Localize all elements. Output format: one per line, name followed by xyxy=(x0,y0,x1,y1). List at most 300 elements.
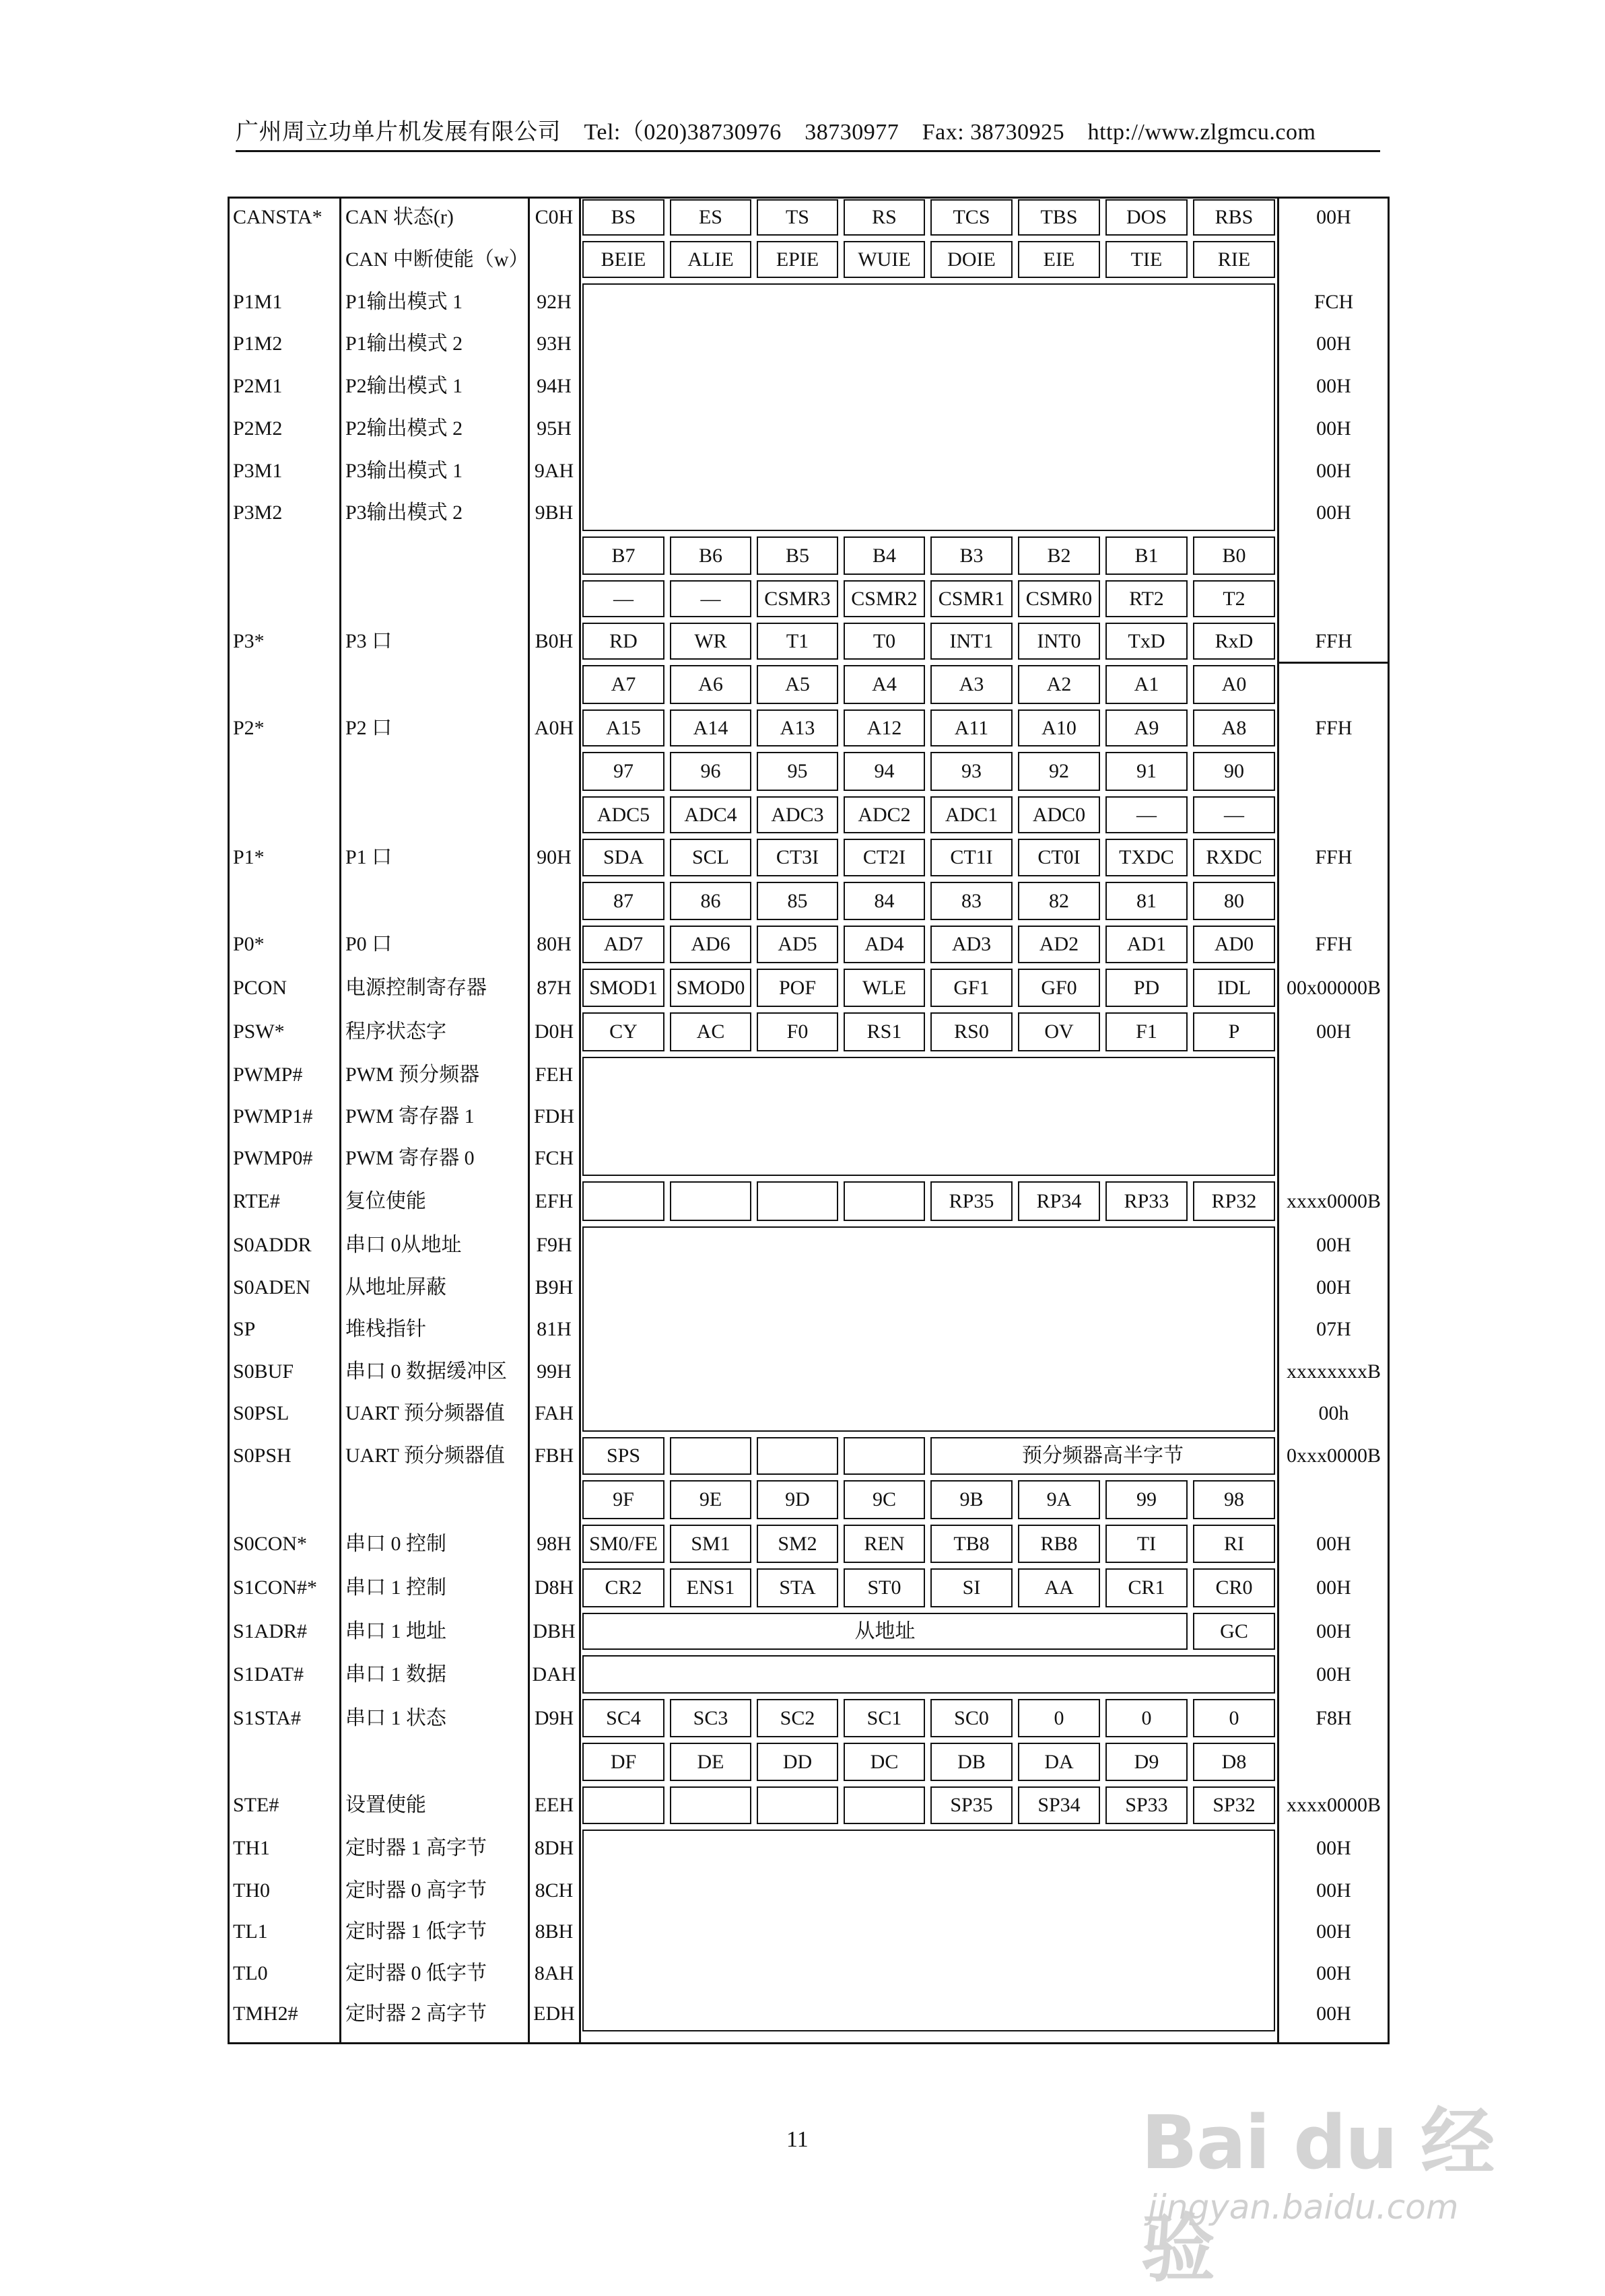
reset-value: FFH xyxy=(1315,933,1353,955)
bit-cell: 85 xyxy=(757,882,838,920)
bit-cell: CR0 xyxy=(1193,1568,1275,1607)
register-description: 串口 1 状态 xyxy=(345,1706,446,1729)
bit-cell: 91 xyxy=(1105,752,1188,791)
bit-merged-cell: 预分频器高半字节 xyxy=(930,1437,1275,1475)
register-address: 9BH xyxy=(535,501,574,524)
register-description: P2 口 xyxy=(345,716,392,739)
register-name: TH1 xyxy=(233,1837,270,1859)
register-address: 8DH xyxy=(534,1837,574,1859)
bit-cell: A2 xyxy=(1018,665,1100,704)
register-address: EDH xyxy=(533,2003,575,2025)
bit-cell: 90 xyxy=(1193,752,1275,791)
reset-value: FFH xyxy=(1315,629,1353,652)
register-name: S1STA# xyxy=(233,1706,301,1729)
bit-cell: SDA xyxy=(582,839,664,876)
reset-value: 00H xyxy=(1316,333,1351,355)
register-name: P1M1 xyxy=(233,290,283,313)
bit-cell: A11 xyxy=(930,709,1013,746)
bit-cell: CSMR2 xyxy=(844,580,925,617)
bit-cell: SM0/FE xyxy=(582,1525,664,1563)
bit-cell: DE xyxy=(670,1743,751,1781)
bit-cell: SM2 xyxy=(757,1525,838,1563)
bit-cell: 84 xyxy=(844,882,925,920)
register-description: P1输出模式 1 xyxy=(345,290,463,313)
register-name: P2M1 xyxy=(233,374,283,397)
bit-cell: RxD xyxy=(1193,623,1275,660)
register-address: 87H xyxy=(537,976,572,999)
bit-cell: AD2 xyxy=(1018,926,1100,963)
bit-cell: WR xyxy=(670,623,751,660)
bit-cell xyxy=(844,1437,925,1475)
bit-cell: TBS xyxy=(1018,199,1100,236)
register-address: FDH xyxy=(533,1105,574,1127)
register-address: B0H xyxy=(535,629,574,652)
bit-cell: SMOD0 xyxy=(670,969,751,1007)
bit-cell: BS xyxy=(582,199,664,236)
reset-value: 00H xyxy=(1316,1020,1351,1043)
bit-cell: 87 xyxy=(582,882,664,920)
bit-cell: RI xyxy=(1193,1525,1275,1563)
bit-cell: GF0 xyxy=(1018,969,1100,1007)
register-name: P3* xyxy=(233,629,265,652)
bit-cell: POF xyxy=(757,969,838,1007)
register-name: PSW* xyxy=(233,1020,285,1043)
bit-cell: 98 xyxy=(1193,1480,1275,1519)
register-description: 串口 0 数据缓冲区 xyxy=(345,1360,507,1383)
bit-cell: SM1 xyxy=(670,1525,751,1563)
bit-cell: ADC1 xyxy=(930,796,1013,833)
bit-cell: AD6 xyxy=(670,926,751,963)
bit-cell: DF xyxy=(582,1743,664,1781)
reset-value: 00H xyxy=(1316,1961,1351,1984)
bit-cell: 93 xyxy=(930,752,1013,791)
register-description: 定时器 1 低字节 xyxy=(345,1920,487,1943)
bit-cell: A6 xyxy=(670,665,751,704)
bit-cell: RP33 xyxy=(1105,1181,1188,1221)
register-address: FAH xyxy=(535,1402,574,1424)
watermark-url: jingyan.baidu.com xyxy=(1148,2188,1459,2227)
bit-cell: INT0 xyxy=(1018,623,1100,660)
bit-cell: INT1 xyxy=(930,623,1013,660)
register-name: S1CON#* xyxy=(233,1576,318,1599)
bit-cell: DC xyxy=(844,1743,925,1781)
bit-cell: SC0 xyxy=(930,1699,1013,1737)
baidu-jingyan-watermark xyxy=(1128,2077,1505,2292)
bit-cell xyxy=(844,1181,925,1221)
bit-cell: T1 xyxy=(757,623,838,660)
bit-cell: A12 xyxy=(844,709,925,746)
register-description: P1输出模式 2 xyxy=(345,333,463,355)
bit-cell: A15 xyxy=(582,709,664,746)
bit-cell: TIE xyxy=(1105,241,1188,278)
bit-cell: B4 xyxy=(844,536,925,575)
bit-cell: 9B xyxy=(930,1480,1013,1519)
register-name: P2* xyxy=(233,716,265,739)
bit-cell: CT0I xyxy=(1018,839,1100,876)
register-address: EFH xyxy=(535,1189,574,1212)
bit-cell: 0 xyxy=(1105,1699,1188,1737)
register-description: P3输出模式 1 xyxy=(345,459,463,482)
bit-cell: DB xyxy=(930,1743,1013,1781)
bit-cell: CSMR0 xyxy=(1018,580,1100,617)
register-description: 从地址屏蔽 xyxy=(345,1276,446,1298)
bit-cell: 9F xyxy=(582,1480,664,1519)
register-description: P0 口 xyxy=(345,933,392,955)
bit-cell: B2 xyxy=(1018,536,1100,575)
bit-cell: GC xyxy=(1193,1613,1275,1650)
bit-cell: 86 xyxy=(670,882,751,920)
register-address: FEH xyxy=(535,1064,574,1086)
bit-cell: 0 xyxy=(1193,1699,1275,1737)
bit-cell: 81 xyxy=(1105,882,1188,920)
register-description: 定时器 0 高字节 xyxy=(345,1879,487,1902)
register-address: 80H xyxy=(537,933,572,955)
register-description: CAN 中断使能（w） xyxy=(345,248,529,271)
register-address: 9AH xyxy=(534,459,574,482)
register-address: 8CH xyxy=(535,1879,574,1902)
reset-value: 00H xyxy=(1316,417,1351,440)
bit-cell: ENS1 xyxy=(670,1568,751,1607)
register-name: TMH2# xyxy=(233,2003,298,2025)
empty-bit-area xyxy=(582,1226,1275,1432)
bit-cell: AD3 xyxy=(930,926,1013,963)
bit-cell xyxy=(757,1786,838,1824)
bit-cell: T0 xyxy=(844,623,925,660)
bit-cell: SMOD1 xyxy=(582,969,664,1007)
bit-cell: AD0 xyxy=(1193,926,1275,963)
bit-cell: DD xyxy=(757,1743,838,1781)
bit-cell: — xyxy=(582,580,664,617)
reset-value: 00H xyxy=(1316,501,1351,524)
bit-cell: RIE xyxy=(1193,241,1275,278)
register-name: S1DAT# xyxy=(233,1663,304,1685)
bit-cell: A4 xyxy=(844,665,925,704)
register-description: UART 预分频器值 xyxy=(345,1402,505,1424)
bit-cell: F1 xyxy=(1105,1012,1188,1051)
bit-cell: RBS xyxy=(1193,199,1275,236)
register-address: 92H xyxy=(537,290,572,313)
register-description: 串口 1 数据 xyxy=(345,1663,446,1685)
bit-cell: 96 xyxy=(670,752,751,791)
bit-cell: A1 xyxy=(1105,665,1188,704)
bit-cell: SC4 xyxy=(582,1699,664,1737)
empty-bit-area xyxy=(582,283,1275,531)
register-description: 设置使能 xyxy=(345,1794,426,1816)
register-name: PWMP1# xyxy=(233,1105,313,1127)
bit-cell xyxy=(582,1786,664,1824)
register-name: S0BUF xyxy=(233,1360,294,1383)
bit-cell: 83 xyxy=(930,882,1013,920)
bit-merged-cell: 从地址 xyxy=(582,1613,1188,1650)
register-address: D9H xyxy=(534,1706,574,1729)
register-address: 99H xyxy=(537,1360,572,1383)
reset-value: 00H xyxy=(1316,1920,1351,1943)
bit-cell: WUIE xyxy=(844,241,925,278)
bit-cell: T2 xyxy=(1193,580,1275,617)
register-name: P3M1 xyxy=(233,459,283,482)
register-address: 94H xyxy=(537,374,572,397)
bit-cell: RP35 xyxy=(930,1181,1013,1221)
register-address: 98H xyxy=(537,1532,572,1555)
register-address: C0H xyxy=(535,206,574,228)
bit-cell: SI xyxy=(930,1568,1013,1607)
bit-cell: RP32 xyxy=(1193,1181,1275,1221)
reset-value: 00H xyxy=(1316,1234,1351,1256)
reset-value: xxxx0000B xyxy=(1286,1794,1381,1816)
reset-value: 00H xyxy=(1316,1620,1351,1642)
bit-cell: 9D xyxy=(757,1480,838,1519)
bit-cell: BEIE xyxy=(582,241,664,278)
bit-cell: DOIE xyxy=(930,241,1013,278)
register-name: TH0 xyxy=(233,1879,270,1902)
bit-cell: D9 xyxy=(1105,1743,1188,1781)
bit-cell: 94 xyxy=(844,752,925,791)
bit-cell: RD xyxy=(582,623,664,660)
bit-cell: B7 xyxy=(582,536,664,575)
bit-cell: DA xyxy=(1018,1743,1100,1781)
register-description: CAN 状态(r) xyxy=(345,206,454,228)
bit-cell: P xyxy=(1193,1012,1275,1051)
page-header: 广州周立功单片机发展有限公司 Tel:（020)38730976 38730977 Fax: 38730925 http://www.zlgmcu.com xyxy=(236,120,1316,145)
register-description: PWM 寄存器 1 xyxy=(345,1105,475,1127)
bit-cell: SC1 xyxy=(844,1699,925,1737)
bit-cell: AD5 xyxy=(757,926,838,963)
reset-value: F8H xyxy=(1316,1706,1352,1729)
bit-cell xyxy=(670,1181,751,1221)
empty-bit-area xyxy=(582,1655,1275,1694)
bit-cell xyxy=(670,1437,751,1475)
bit-cell: A10 xyxy=(1018,709,1100,746)
register-address: EEH xyxy=(534,1794,574,1816)
register-description: PWM 预分频器 xyxy=(345,1064,480,1086)
reset-column-rule xyxy=(1278,662,1390,664)
bit-cell: CSMR1 xyxy=(930,580,1013,617)
register-address: 95H xyxy=(537,417,572,440)
register-description: 定时器 1 高字节 xyxy=(345,1837,487,1859)
reset-value: 00H xyxy=(1316,1879,1351,1902)
bit-cell: EPIE xyxy=(757,241,838,278)
register-name: CANSTA* xyxy=(233,206,322,228)
register-address: 93H xyxy=(537,333,572,355)
bit-cell: CR1 xyxy=(1105,1568,1188,1607)
register-name: P0* xyxy=(233,933,265,955)
register-address: D8H xyxy=(534,1576,574,1599)
register-address: DBH xyxy=(533,1620,576,1642)
register-description: P2输出模式 2 xyxy=(345,417,463,440)
reset-value: 00H xyxy=(1316,1576,1351,1599)
bit-cell: 95 xyxy=(757,752,838,791)
register-description: 复位使能 xyxy=(345,1189,426,1212)
bit-cell: TCS xyxy=(930,199,1013,236)
reset-value: 00H xyxy=(1316,459,1351,482)
bit-cell xyxy=(757,1437,838,1475)
bit-cell: ALIE xyxy=(670,241,751,278)
bit-cell: A14 xyxy=(670,709,751,746)
bit-cell: D8 xyxy=(1193,1743,1275,1781)
register-description: 串口 0从地址 xyxy=(345,1234,462,1256)
bit-cell: A13 xyxy=(757,709,838,746)
register-description: 定时器 2 高字节 xyxy=(345,2003,487,2025)
bit-cell: AD1 xyxy=(1105,926,1188,963)
register-name: S0ADDR xyxy=(233,1234,312,1256)
bit-cell: CY xyxy=(582,1012,664,1051)
register-address: 90H xyxy=(537,846,572,868)
bit-cell: 92 xyxy=(1018,752,1100,791)
bit-cell xyxy=(844,1786,925,1824)
register-address: 8AH xyxy=(534,1961,574,1984)
register-name: PWMP0# xyxy=(233,1146,313,1169)
bit-cell: AA xyxy=(1018,1568,1100,1607)
bit-cell: B3 xyxy=(930,536,1013,575)
bit-cell: SPS xyxy=(582,1437,664,1475)
bit-cell: CSMR3 xyxy=(757,580,838,617)
bit-cell xyxy=(582,1181,664,1221)
bit-cell: SP34 xyxy=(1018,1786,1100,1824)
bit-cell: TXDC xyxy=(1105,839,1188,876)
bit-cell: RP34 xyxy=(1018,1181,1100,1221)
register-name: PCON xyxy=(233,976,287,999)
bit-cell: CT2I xyxy=(844,839,925,876)
reset-value: 07H xyxy=(1316,1318,1351,1340)
bit-cell: TI xyxy=(1105,1525,1188,1563)
bit-cell: CT3I xyxy=(757,839,838,876)
bit-cell: ADC5 xyxy=(582,796,664,833)
reset-value: xxxx0000B xyxy=(1286,1189,1381,1212)
register-name: S0PSL xyxy=(233,1402,289,1424)
bit-cell: RB8 xyxy=(1018,1525,1100,1563)
bit-cell: B1 xyxy=(1105,536,1188,575)
register-address: F9H xyxy=(536,1234,572,1256)
bit-cell: CT1I xyxy=(930,839,1013,876)
bit-cell: A9 xyxy=(1105,709,1188,746)
bit-cell: A8 xyxy=(1193,709,1275,746)
register-description: P3 口 xyxy=(345,629,392,652)
header-rule xyxy=(236,150,1380,152)
empty-bit-area xyxy=(582,1057,1275,1176)
register-address: 81H xyxy=(537,1318,572,1340)
bit-cell: — xyxy=(1105,796,1188,833)
bit-cell: 82 xyxy=(1018,882,1100,920)
register-description: 堆栈指针 xyxy=(345,1318,426,1340)
register-address: B9H xyxy=(535,1276,574,1298)
bit-cell: A0 xyxy=(1193,665,1275,704)
register-description: P2输出模式 1 xyxy=(345,374,463,397)
bit-cell: AD4 xyxy=(844,926,925,963)
bit-cell: ES xyxy=(670,199,751,236)
bit-cell: REN xyxy=(844,1525,925,1563)
reset-value: 00H xyxy=(1316,206,1351,228)
bit-cell: RS0 xyxy=(930,1012,1013,1051)
bit-cell: SP35 xyxy=(930,1786,1013,1824)
watermark-logo: Bai du 经验 xyxy=(1141,2099,1494,2292)
register-name: P1M2 xyxy=(233,333,283,355)
register-address: 8BH xyxy=(535,1920,574,1943)
bit-cell: 9C xyxy=(844,1480,925,1519)
bit-cell: SP33 xyxy=(1105,1786,1188,1824)
register-description: 串口 1 地址 xyxy=(345,1620,446,1642)
register-address: D0H xyxy=(534,1020,574,1043)
bit-cell: 97 xyxy=(582,752,664,791)
reset-value: 00h xyxy=(1318,1402,1349,1424)
bit-cell: 9E xyxy=(670,1480,751,1519)
bit-cell: RXDC xyxy=(1193,839,1275,876)
bit-cell: A5 xyxy=(757,665,838,704)
bit-cell: TxD xyxy=(1105,623,1188,660)
reset-value: 0xxx0000B xyxy=(1286,1445,1381,1467)
bit-cell: B5 xyxy=(757,536,838,575)
reset-value: 00H xyxy=(1316,1532,1351,1555)
reset-value: FCH xyxy=(1313,290,1354,313)
bit-cell: IDL xyxy=(1193,969,1275,1007)
bit-cell: A7 xyxy=(582,665,664,704)
register-description: PWM 寄存器 0 xyxy=(345,1146,475,1169)
bit-cell: — xyxy=(1193,796,1275,833)
bit-cell: RT2 xyxy=(1105,580,1188,617)
register-name: RTE# xyxy=(233,1189,280,1212)
bit-cell: A3 xyxy=(930,665,1013,704)
register-description: 定时器 0 低字节 xyxy=(345,1961,487,1984)
bit-cell: ADC0 xyxy=(1018,796,1100,833)
register-description: 程序状态字 xyxy=(345,1020,446,1043)
page-number: 11 xyxy=(786,2127,809,2152)
register-description: 串口 1 控制 xyxy=(345,1576,446,1599)
bit-cell: ADC4 xyxy=(670,796,751,833)
register-name: TL1 xyxy=(233,1920,268,1943)
bit-cell: AC xyxy=(670,1012,751,1051)
reset-value: 00H xyxy=(1316,1663,1351,1685)
bit-cell: TS xyxy=(757,199,838,236)
reset-value: FFH xyxy=(1315,846,1353,868)
bit-cell: WLE xyxy=(844,969,925,1007)
bit-cell: SCL xyxy=(670,839,751,876)
reset-value: xxxxxxxxB xyxy=(1286,1360,1381,1383)
register-address: FBH xyxy=(534,1445,574,1467)
reset-value: FFH xyxy=(1315,716,1353,739)
reset-value: 00H xyxy=(1316,374,1351,397)
bit-cell: ST0 xyxy=(844,1568,925,1607)
register-name: SP xyxy=(233,1318,256,1340)
bit-cell: — xyxy=(670,580,751,617)
bit-cell: 80 xyxy=(1193,882,1275,920)
bit-cell: F0 xyxy=(757,1012,838,1051)
bit-cell: ADC3 xyxy=(757,796,838,833)
reset-value: 00x00000B xyxy=(1286,976,1381,999)
reset-value: 00H xyxy=(1316,2003,1351,2025)
register-address: A0H xyxy=(534,716,574,739)
bit-cell xyxy=(757,1181,838,1221)
register-name: PWMP# xyxy=(233,1064,303,1086)
bit-cell: SP32 xyxy=(1193,1786,1275,1824)
bit-cell: 99 xyxy=(1105,1480,1188,1519)
bit-cell: 0 xyxy=(1018,1699,1100,1737)
bit-cell: RS xyxy=(844,199,925,236)
bit-cell: B6 xyxy=(670,536,751,575)
register-name: P3M2 xyxy=(233,501,283,524)
bit-cell: RS1 xyxy=(844,1012,925,1051)
register-address: FCH xyxy=(534,1146,574,1169)
bit-cell: 9A xyxy=(1018,1480,1100,1519)
register-description: 电源控制寄存器 xyxy=(345,976,487,999)
bit-cell: TB8 xyxy=(930,1525,1013,1563)
bit-cell: AD7 xyxy=(582,926,664,963)
bit-cell: STA xyxy=(757,1568,838,1607)
register-name: S1ADR# xyxy=(233,1620,308,1642)
register-name: P2M2 xyxy=(233,417,283,440)
register-description: UART 预分频器值 xyxy=(345,1445,505,1467)
bit-cell: ADC2 xyxy=(844,796,925,833)
bit-cell: OV xyxy=(1018,1012,1100,1051)
bit-cell: B0 xyxy=(1193,536,1275,575)
